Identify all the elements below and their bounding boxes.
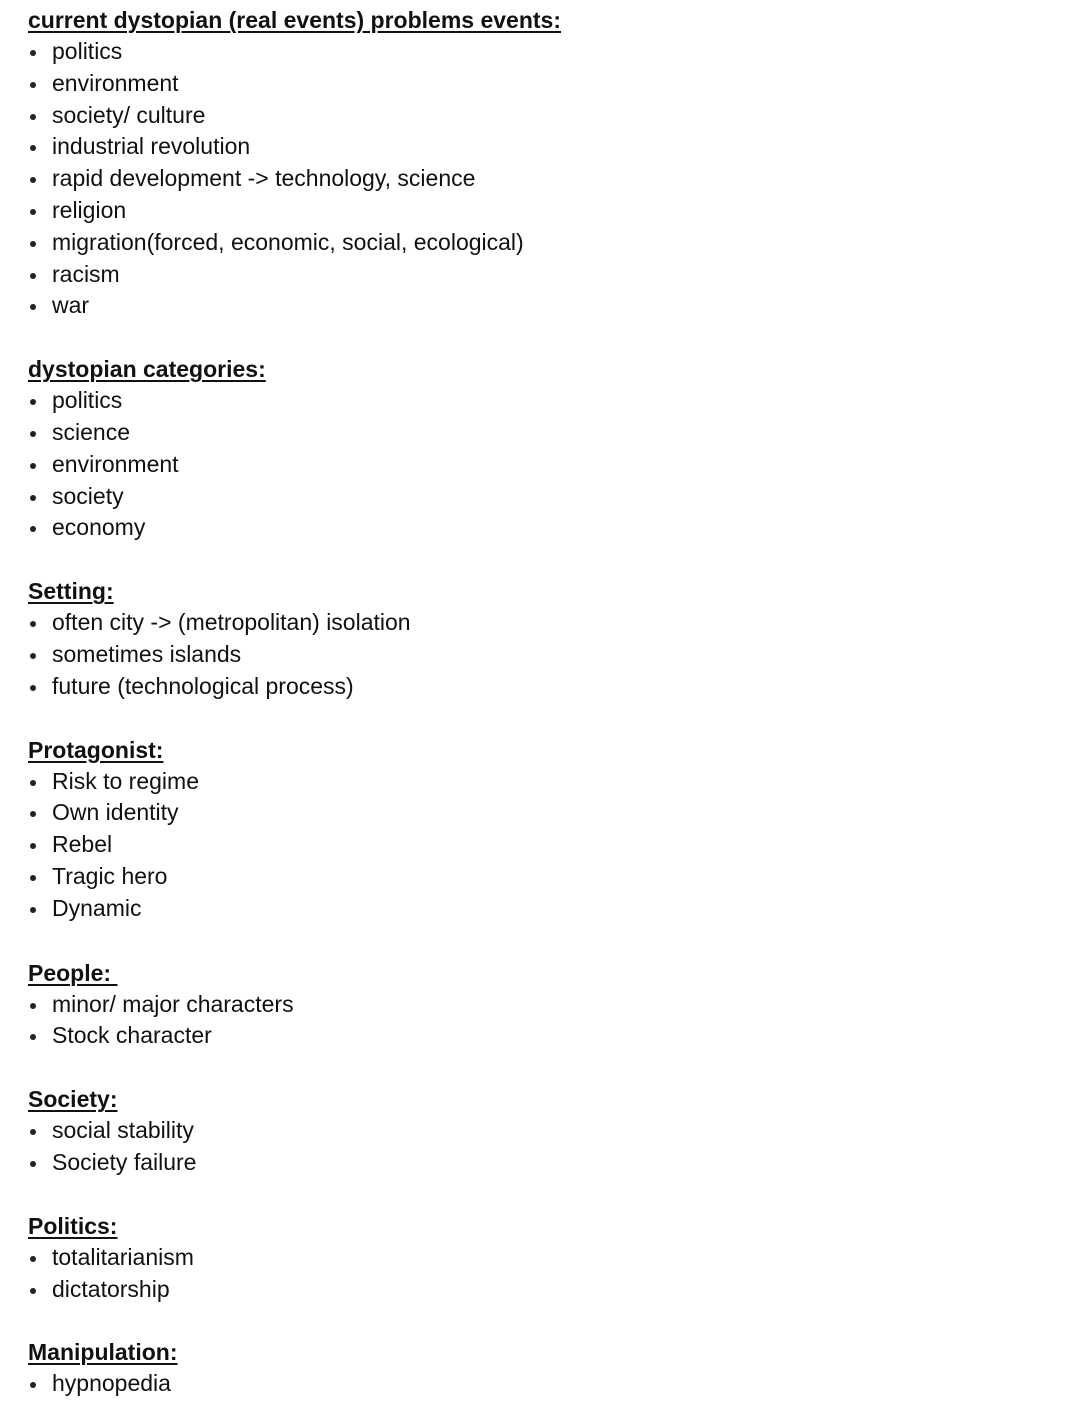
list-item-text: society xyxy=(52,482,124,509)
bullet-icon xyxy=(30,843,36,849)
notes-document xyxy=(28,4,1058,1400)
list-item-text: environment xyxy=(52,69,179,96)
section-politics xyxy=(28,1210,1058,1306)
list-item xyxy=(28,861,1058,893)
bullet-icon xyxy=(30,653,36,659)
list-item xyxy=(28,449,1058,481)
bullet-icon xyxy=(30,114,36,120)
section-heading: current dystopian (real events) problems events: xyxy=(28,7,561,33)
section-heading: Protagonist: xyxy=(28,736,164,763)
bullet-list xyxy=(28,1368,1058,1400)
section-people xyxy=(28,957,1058,1053)
section-heading: Setting: xyxy=(28,578,114,605)
list-item-text: war xyxy=(52,292,90,319)
bullet-list xyxy=(28,1115,1058,1179)
bullet-list xyxy=(28,766,1058,925)
list-item xyxy=(28,163,1058,195)
list-item-text: science xyxy=(52,418,130,445)
bullet-icon xyxy=(30,209,36,215)
list-item xyxy=(28,1242,1058,1274)
bullet-icon xyxy=(30,1003,36,1009)
list-item xyxy=(28,671,1058,703)
bullet-icon xyxy=(30,811,36,817)
list-item xyxy=(28,1147,1058,1179)
list-item-text: economy xyxy=(52,514,146,541)
section-heading: People: xyxy=(28,959,118,986)
section-setting xyxy=(28,575,1058,702)
bullet-list xyxy=(28,989,1058,1053)
list-item xyxy=(28,1274,1058,1306)
section-heading: Politics: xyxy=(28,1212,118,1239)
list-item-text: minor/ major characters xyxy=(52,990,294,1017)
bullet-icon xyxy=(30,1256,36,1262)
section-heading: Society: xyxy=(28,1086,118,1113)
bullet-icon xyxy=(30,304,36,310)
list-item xyxy=(28,1368,1058,1400)
bullet-icon xyxy=(30,1382,36,1388)
list-item-text: religion xyxy=(52,196,127,223)
list-item-text: society/ culture xyxy=(52,101,206,128)
list-item-text: social stability xyxy=(52,1117,194,1144)
bullet-icon xyxy=(30,82,36,88)
list-item-text: future (technological process) xyxy=(52,672,354,699)
list-item xyxy=(28,195,1058,227)
list-item xyxy=(28,989,1058,1021)
list-item xyxy=(28,385,1058,417)
list-item xyxy=(28,1020,1058,1052)
bullet-icon xyxy=(30,526,36,532)
bullet-list xyxy=(28,36,1058,322)
list-item xyxy=(28,100,1058,132)
bullet-icon xyxy=(30,145,36,151)
list-item xyxy=(28,639,1058,671)
list-item-text: Stock character xyxy=(52,1022,212,1049)
list-item xyxy=(28,512,1058,544)
list-item-text: Dynamic xyxy=(52,894,142,921)
section-society xyxy=(28,1083,1058,1179)
list-item-text: Society failure xyxy=(52,1148,197,1175)
bullet-icon xyxy=(30,907,36,913)
list-item-text: Own identity xyxy=(52,799,179,826)
list-item-text: racism xyxy=(52,260,120,287)
section-heading: dystopian categories: xyxy=(28,356,266,383)
bullet-list xyxy=(28,1242,1058,1306)
section-heading: Manipulation: xyxy=(28,1339,178,1366)
section-dystopian-categories xyxy=(28,353,1058,544)
list-item xyxy=(28,829,1058,861)
bullet-icon xyxy=(30,780,36,786)
list-item-text: industrial revolution xyxy=(52,133,251,160)
bullet-icon xyxy=(30,495,36,501)
list-item xyxy=(28,36,1058,68)
section-current-dystopian-problems xyxy=(28,4,1058,322)
bullet-icon xyxy=(30,463,36,469)
bullet-list xyxy=(28,385,1058,544)
list-item-text: Tragic hero xyxy=(52,862,168,889)
list-item xyxy=(28,259,1058,291)
bullet-icon xyxy=(30,241,36,247)
list-item-text: politics xyxy=(52,38,123,64)
section-manipulation xyxy=(28,1336,1058,1400)
bullet-list xyxy=(28,607,1058,702)
list-item xyxy=(28,893,1058,925)
list-item-text: environment xyxy=(52,450,179,477)
section-protagonist xyxy=(28,734,1058,925)
bullet-icon xyxy=(30,685,36,691)
bullet-icon xyxy=(30,399,36,405)
list-item-text: Risk to regime xyxy=(52,767,199,794)
bullet-icon xyxy=(30,621,36,627)
list-item-text: politics xyxy=(52,387,123,414)
bullet-icon xyxy=(30,50,36,56)
list-item xyxy=(28,227,1058,259)
list-item xyxy=(28,1115,1058,1147)
bullet-icon xyxy=(30,875,36,881)
list-item xyxy=(28,481,1058,513)
list-item-text: migration(forced, economic, social, ecological) xyxy=(52,228,524,255)
list-item xyxy=(28,131,1058,163)
list-item xyxy=(28,290,1058,322)
list-item-text: hypnopedia xyxy=(52,1370,171,1397)
bullet-icon xyxy=(30,431,36,437)
bullet-icon xyxy=(30,1161,36,1167)
bullet-icon xyxy=(30,273,36,279)
list-item xyxy=(28,766,1058,798)
list-item xyxy=(28,607,1058,639)
list-item-text: Rebel xyxy=(52,831,113,858)
bullet-icon xyxy=(30,1129,36,1135)
list-item xyxy=(28,797,1058,829)
list-item-text: sometimes islands xyxy=(52,640,242,667)
list-item-text: dictatorship xyxy=(52,1275,170,1302)
list-item xyxy=(28,68,1058,100)
list-item xyxy=(28,417,1058,449)
bullet-icon xyxy=(30,1288,36,1294)
list-item-text: totalitarianism xyxy=(52,1243,194,1270)
list-item-text: often city -> (metropolitan) isolation xyxy=(52,609,411,636)
list-item-text: rapid development -> technology, science xyxy=(52,165,476,192)
bullet-icon xyxy=(30,177,36,183)
bullet-icon xyxy=(30,1034,36,1040)
